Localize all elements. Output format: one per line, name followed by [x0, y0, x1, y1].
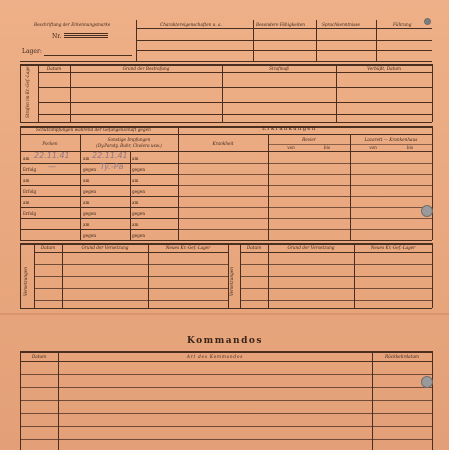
sonst-am: am — [83, 156, 90, 161]
erkrank-divider — [350, 134, 351, 240]
sonst-am: am — [83, 222, 90, 227]
versetz-row — [34, 276, 228, 277]
strafen-row — [38, 114, 432, 115]
kommandos-row — [20, 439, 432, 440]
sonst-am: am — [83, 178, 90, 183]
erkrank-row — [178, 207, 432, 208]
header-bottom-line — [20, 61, 432, 62]
pocken-am: am — [23, 156, 30, 161]
strafen-divider — [336, 64, 337, 122]
pocken-am: am — [23, 178, 30, 183]
strafen-divider — [70, 64, 71, 122]
sonst-gegen: gegen — [132, 211, 146, 216]
strafen-col-datum: Datum — [46, 66, 62, 71]
kommandos-right-border — [432, 351, 433, 450]
strafen-bottom — [20, 122, 432, 123]
kommandos-row — [20, 387, 432, 388]
pocken-erfolg: Erfolg — [23, 189, 37, 194]
impf-divider — [80, 134, 81, 240]
impf-col-pocken: Pocken — [42, 141, 58, 146]
erkrank-row — [178, 185, 432, 186]
versetz-right-border — [432, 243, 433, 308]
erkrank-left-border — [178, 126, 179, 240]
versetz-col-datum: Datum — [40, 245, 56, 250]
strafen-header-line — [38, 72, 432, 73]
header-divider — [316, 20, 317, 61]
erkrank-row — [178, 196, 432, 197]
impf-row — [20, 207, 178, 208]
sonst-am: am — [132, 178, 139, 183]
strafen-side-label: Strafen im Kr.-Gef.-Lager — [25, 64, 30, 118]
strafen-col-strafmass: Strafmaß — [269, 66, 289, 71]
header-col-fuehrung: Führung — [393, 22, 412, 27]
handwritten-sonst-date: 22.11.41 — [92, 151, 128, 160]
erkrank-col-lazarett: Lazarett — Krankenhaus — [364, 137, 418, 142]
header-col-erkennungsmarke: Beschriftung der Erkennungsmarke — [34, 22, 111, 27]
handwritten-gegen: Ty.-Pa — [100, 162, 124, 171]
sonst-am: am — [132, 200, 139, 205]
punch-hole-top — [424, 18, 431, 25]
erkrank-col-revier: Revier — [302, 137, 316, 142]
kommandos-row — [20, 374, 432, 375]
kommandos-col-rueck: Rückkehrdatum — [385, 354, 419, 359]
header-divider — [253, 20, 254, 61]
lager-label: Lager: — [22, 48, 42, 55]
strafen-col-grund: Grund der Bestrafung — [122, 66, 170, 71]
impf-header-bottom — [20, 151, 432, 152]
versetz-col-grund: Grund der Versetzung — [81, 245, 129, 250]
sonst-gegen: gegen — [83, 233, 97, 238]
impf-bottom — [20, 240, 432, 241]
erkrank-right-border — [432, 126, 433, 240]
erkrank-lazarett-bis: bis — [406, 145, 414, 150]
header-underline — [136, 28, 432, 29]
sonst-am: am — [132, 222, 139, 227]
impf-col-sonstige: Sonstige Impfungen — [107, 137, 151, 142]
handwritten-erfolg: — — [48, 162, 56, 171]
versetz-header-line — [34, 252, 228, 253]
erkrank-col-krankheit: Krankheit — [212, 141, 234, 146]
strafen-left-border — [20, 64, 21, 122]
strafen-right-border — [432, 64, 433, 122]
handwritten-pocken-date: 22.11.41 — [34, 151, 70, 160]
header-col-charakter: Charaktereigenschaften u. a. — [160, 22, 222, 27]
kommandos-col-datum: Datum — [31, 354, 47, 359]
sonst-gegen: gegen — [132, 167, 146, 172]
sonst-gegen: gegen — [132, 189, 146, 194]
versetz-divider — [62, 243, 63, 308]
versetz-col-neues-2: Neues Kr.-Gef.-Lager — [370, 245, 416, 250]
kommandos-row — [20, 413, 432, 414]
versetz-side-label-left: Versetzungen — [23, 267, 28, 296]
header-col-sprachen: Sprachkenntnisse — [322, 22, 360, 27]
erkrank-row — [178, 174, 432, 175]
versetz-row — [34, 264, 228, 265]
impf-title: Schutzimpfungen während der Gefangenschaft gegen — [36, 127, 151, 132]
header-line — [136, 50, 432, 51]
impf-row — [20, 174, 178, 175]
pocken-erfolg: Erfolg — [23, 167, 37, 172]
nr-label: Nr. — [52, 33, 62, 40]
erkrank-divider — [268, 134, 269, 240]
header-divider — [136, 20, 137, 61]
strafen-side-divider — [38, 64, 39, 122]
strafen-col-verbuesst: Verbüßt, Datum — [367, 66, 401, 71]
erkrank-row — [178, 229, 432, 230]
versetz-side-label-right: Versetzungen — [229, 267, 234, 296]
impf-row — [20, 196, 178, 197]
strafen-divider — [222, 64, 223, 122]
header-col-faehigkeiten: Besondere Fähigkeiten — [256, 22, 305, 27]
erkrank-lazarett-von: von — [369, 145, 377, 150]
versetz-row — [34, 288, 228, 289]
versetz-side-divider — [240, 243, 241, 308]
lager-field — [44, 55, 132, 56]
impf-col-sonstige-detail: (Dy.Paraty, Ruhr, Cholera usw.) — [96, 143, 162, 148]
kommandos-row — [20, 426, 432, 427]
punch-hole — [421, 376, 433, 388]
kommandos-header-line — [20, 361, 432, 362]
header-divider — [376, 20, 377, 61]
sonst-gegen: gegen — [83, 211, 97, 216]
impf-row — [20, 218, 178, 219]
punch-hole — [421, 205, 433, 217]
pocken-erfolg: Erfolg — [23, 211, 37, 216]
impf-subheader-line — [20, 134, 432, 135]
kommandos-title: Kommandos — [187, 336, 263, 346]
header-line — [136, 40, 432, 41]
versetz-bottom — [20, 308, 432, 309]
sonst-am: am — [83, 200, 90, 205]
strafen-row — [38, 87, 432, 88]
versetz-divider — [354, 243, 355, 308]
pocken-am: am — [23, 200, 30, 205]
versetz-col-datum-2: Datum — [246, 245, 262, 250]
impf-row — [20, 163, 178, 164]
versetz-border — [20, 243, 21, 308]
versetz-side-divider — [34, 243, 35, 308]
nr-field — [64, 33, 108, 41]
sonst-gegen: gegen — [83, 189, 97, 194]
sonst-am: am — [132, 156, 139, 161]
sonst-gegen: gegen — [132, 233, 146, 238]
erkrank-revier-von: von — [287, 145, 295, 150]
fold-crease — [0, 313, 449, 315]
impf-left-border — [20, 126, 21, 240]
strafen-row — [38, 102, 432, 103]
erkrank-revier-bis: bis — [323, 145, 331, 150]
versetz-divider — [148, 243, 149, 308]
erkrank-row — [178, 163, 432, 164]
kommandos-col-art: Art des Kommandos — [186, 354, 244, 359]
kommandos-row — [20, 400, 432, 401]
impf-row — [20, 229, 178, 230]
versetz-divider — [268, 243, 269, 308]
erkrank-title: Erkrankungen — [262, 126, 317, 132]
versetz-col-grund-2: Grund der Versetzung — [287, 245, 335, 250]
kommandos-top — [20, 351, 432, 353]
impf-row — [20, 185, 178, 186]
erkrank-row — [178, 218, 432, 219]
sonst-gegen: gegen — [83, 167, 97, 172]
versetz-row — [34, 300, 228, 301]
versetz-col-neues: Neues Kr.-Gef.-Lager — [165, 245, 211, 250]
